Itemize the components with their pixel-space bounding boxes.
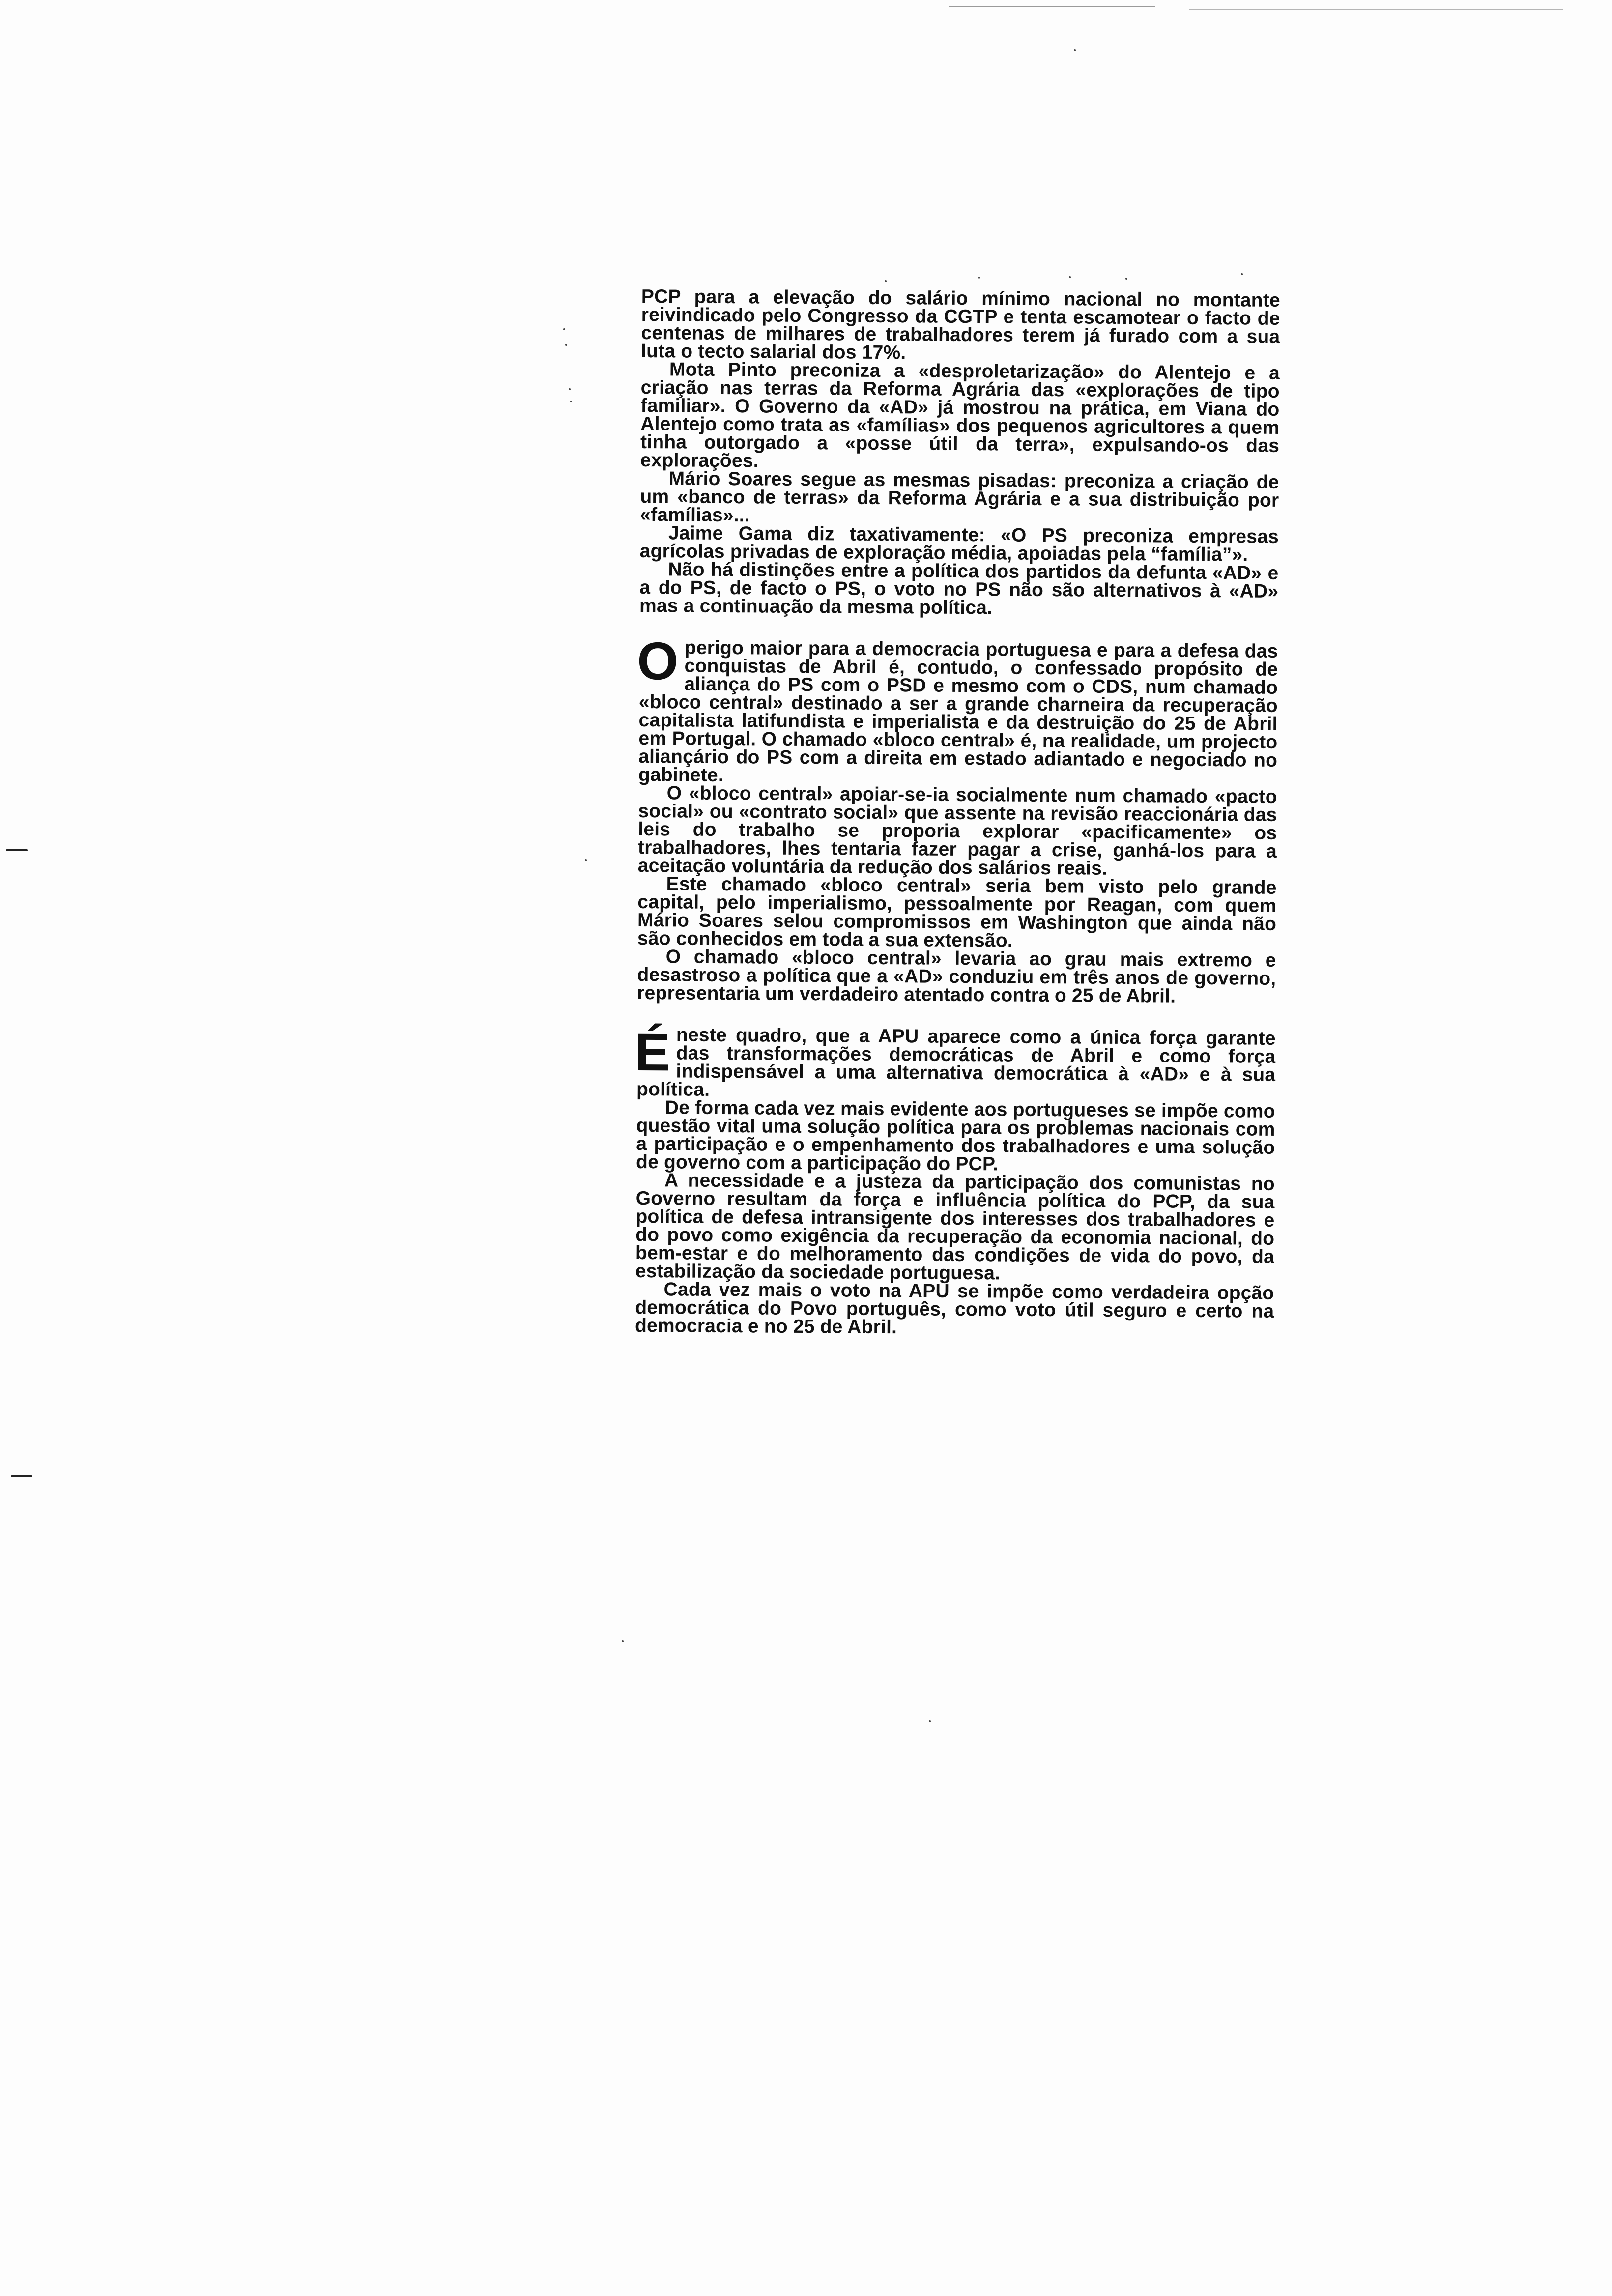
article-paragraph: A necessidade e a justeza da participação dos comunistas no Governo resultam da força e influência política do PCP, da sua política de defesa intransigente dos interesses dos trabalhadores e do povo como exigência da recuperação da economia nacional, do bem-estar e do melhoramento das condições de vida do povo, da estabilização da sociedade portuguesa. bbox=[635, 1170, 1275, 1284]
scan-mark bbox=[6, 849, 28, 851]
article-paragraph: Cada vez mais o voto na APU se impõe como verdadeira opção democrática do Povo português, como voto útil seguro e certo na democracia e no 25 de Abril. bbox=[634, 1279, 1274, 1338]
section-opening-text: perigo maior para a democracia portuguesa e para a defesa das conquistas de Abril é, contudo, o confessado propósito de aliança do PS com o PSD e mesmo com o CDS, num chamado «bloco central» destinado a ser a grande charneira da recuperação capitalista latifundista e imperialista e da destruição do 25 de Abril em Portugal. O chamado «bloco central» é, na realidade, um projecto aliançário do PS com a direita em estado adiantado e negociado no gabinete. bbox=[638, 637, 1278, 786]
section-opening-paragraph bbox=[634, 1022, 1276, 1102]
article-paragraph: De forma cada vez mais evidente aos portugueses se impõe como questão vital uma solução política para os problemas nacionais com a participação e o empenhamento dos trabalhadores e uma solução de governo com a participação do PCP. bbox=[635, 1097, 1275, 1175]
article-paragraph: O chamado «bloco central» levaria ao grau mais extremo e desastroso a política que a «AD» conduziu em três anos de governo, representaria um verdadeiro atentado contra o 25 de Abril. bbox=[637, 946, 1276, 1007]
drop-cap-letter: O bbox=[636, 631, 679, 691]
section-opening-paragraph bbox=[636, 631, 1278, 788]
scan-speck bbox=[569, 388, 571, 390]
scan-speck bbox=[1074, 49, 1076, 51]
section-opening-text: neste quadro, que a APU aparece como a única força garante das transformações democráticas de Abril e como força indispensável a uma alternativa democrática à «AD» e à sua política. bbox=[636, 1024, 1276, 1100]
article-paragraph: Este chamado «bloco central» seria bem visto pelo grande capital, pelo imperialismo, pessoalmente por Reagan, com quem Mário Soares selou compromissos em Washington que ainda não são conhecidos em toda a sua extensão. bbox=[637, 873, 1277, 951]
article-paragraph: PCP para a elevação do salário mínimo nacional no montante reivindicado pelo Congresso da CGTP e tenta escamotear o facto de centenas de milhares de trabalhadores terem já furado com a sua luta o tecto salarial dos 17%. bbox=[641, 286, 1280, 364]
scan-mark bbox=[11, 1475, 32, 1477]
scan-speck bbox=[978, 277, 980, 279]
scan-speck bbox=[1241, 273, 1243, 275]
article-paragraph: Mota Pinto preconiza a «desproletarização» do Alentejo e a criação nas terras da Reforma Agrária das «explorações de tipo familiar». O Governo da «AD» já mostrou na prática, em Viana do Alentejo como trata as «famílias» dos pequenos agricultores a quem tinha outorgado a «posse útil da terra», expulsando-os das explorações. bbox=[640, 359, 1280, 472]
scan-speck bbox=[929, 1720, 931, 1722]
scan-speck bbox=[565, 344, 567, 346]
article-paragraph: O «bloco central» apoiar-se-ia socialmente num chamado «pacto social» ou «contrato social» que assente na revisão reaccionária das leis do trabalho se proporia explorar «pacificamente» os trabalhadores, lhes tentaria fazer pagar a crise, ganhá-los para a aceitação voluntária da redução dos salários reais. bbox=[637, 782, 1277, 879]
article-column bbox=[635, 287, 1280, 1339]
scan-edge-line bbox=[949, 6, 1155, 7]
article-paragraph: Jaime Gama diz taxativamente: «O PS preconiza empresas agrícolas privadas de exploração média, apoiadas pela “família”». bbox=[639, 522, 1279, 566]
scan-speck bbox=[1069, 276, 1071, 278]
drop-cap-letter: É bbox=[634, 1022, 671, 1082]
article-paragraph: Não há distinções entre a política dos partidos da defunta «AD» e a do PS, de facto o PS, o voto no PS não são alternativos à «AD» mas a continuação da mesma política. bbox=[639, 559, 1279, 619]
scan-speck bbox=[885, 280, 887, 282]
scan-speck bbox=[585, 859, 587, 861]
scan-speck bbox=[570, 401, 572, 402]
scan-edge-line bbox=[1189, 9, 1563, 10]
article-paragraph: Mário Soares segue as mesmas pisadas: preconiza a criação de um «banco de terras» da Reforma Agrária e a sua distribuição por «famílias»... bbox=[640, 468, 1279, 526]
scan-speck bbox=[563, 328, 565, 330]
scan-speck bbox=[1125, 278, 1127, 280]
scan-speck bbox=[622, 1640, 624, 1642]
